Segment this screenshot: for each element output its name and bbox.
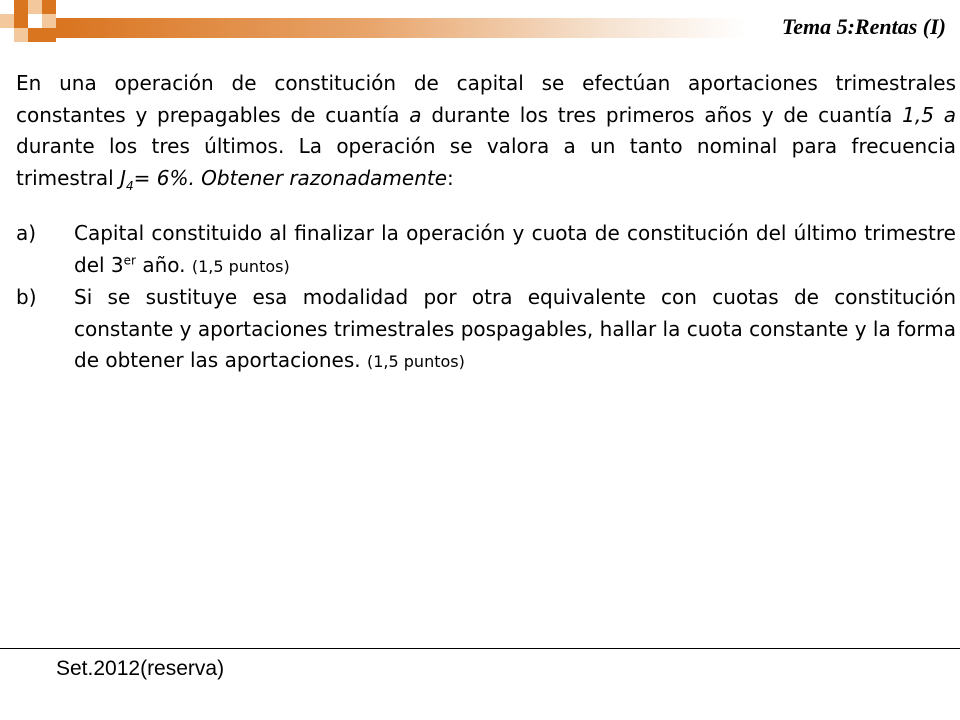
intro-text: En una operación de constitución de capital se efectúan aportaciones trimestrales constantes y prepagables de cuantía xyxy=(16,71,956,127)
logo-square xyxy=(42,28,56,42)
question-item-b xyxy=(16,282,956,378)
question-text xyxy=(74,218,956,282)
problem-statement xyxy=(16,68,956,378)
slide-title: Tema 5:Rentas (I) xyxy=(781,14,946,39)
header-gradient-bar xyxy=(56,18,746,38)
logo-square xyxy=(14,0,28,14)
footer-divider xyxy=(0,648,960,649)
logo-square xyxy=(14,14,28,28)
intro-text: durante los tres últimos. La operación se valora a un tanto nominal para frecuencia trimestral xyxy=(16,134,956,190)
rate-value: = 6%. Obtener razonadamente xyxy=(133,165,448,190)
footer-label: Set.2012(reserva) xyxy=(56,657,225,680)
logo-square xyxy=(0,14,14,28)
logo-square xyxy=(28,0,42,14)
intro-amount-15a: 1,5 a xyxy=(902,102,956,127)
superscript: er xyxy=(123,252,136,267)
question-a-text: Capital constituido al finalizar la operación y cuota de constitución del último trimestre del 3 xyxy=(74,221,956,277)
intro-end: : xyxy=(447,165,454,190)
rate-symbol: J xyxy=(120,165,126,190)
question-text xyxy=(74,282,956,378)
score-label: (1,5 puntos) xyxy=(367,352,465,371)
question-label: a) xyxy=(16,221,37,245)
logo-square xyxy=(28,28,42,42)
question-item-a xyxy=(16,218,956,282)
intro-text: durante los tres primeros años y de cuantía xyxy=(421,102,903,127)
score-label: (1,5 puntos) xyxy=(191,256,290,276)
question-a-text-end: año. xyxy=(135,252,192,277)
intro-amount-a: a xyxy=(409,102,422,127)
logo-square xyxy=(42,0,56,14)
logo-square xyxy=(42,14,56,28)
logo-square xyxy=(14,28,28,42)
rate-subscript: 4 xyxy=(125,178,134,193)
problem-intro xyxy=(16,68,956,194)
question-list xyxy=(16,218,956,378)
question-b-text: Si se sustituye esa modalidad por otra equivalente con cuotas de constitución constante y aportaciones trimestrales pospagables, hallar la cuota constante y la forma de obtener las aportaciones. xyxy=(74,285,956,372)
question-label: b) xyxy=(16,285,37,309)
